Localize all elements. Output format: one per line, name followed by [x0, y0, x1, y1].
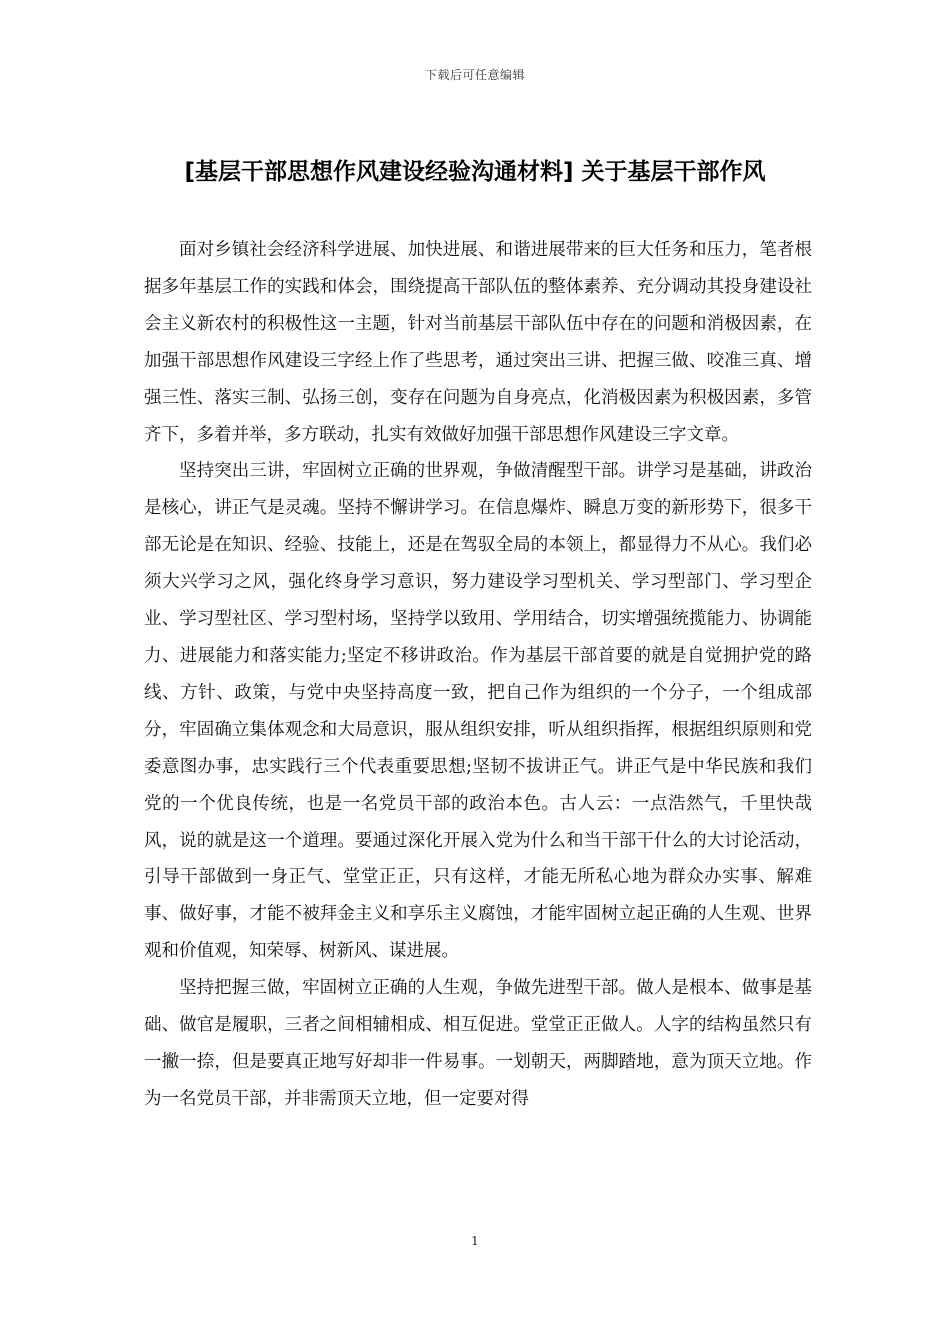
body-paragraph: 坚持把握三做，牢固树立正确的人生观，争做先进型干部。做人是根本、做事是基础、做官是履职，三者之间相辅相成、相互促进。堂堂正正做人。人字的结构虽然只有一撇一捺，但是要真正地写好却非一件易事。一划朝天，两脚踏地，意为顶天立地。作为一名党员干部，并非需顶天立地，但一定要对得 [144, 978, 812, 1109]
page-number: 1 [471, 1234, 479, 1248]
body-paragraph: 面对乡镇社会经济科学进展、加快进展、和谐进展带来的巨大任务和压力，笔者根据多年基层工作的实践和体会，围绕提高干部队伍的整体素养、充分调动其投身建设社会主义新农村的积极性这一主题，针对当前基层干部队伍中存在的问题和消极因素，在加强干部思想作风建设三字经上作了些思考，通过突出三讲、把握三做、咬准三真、增强三性、落实三制、弘扬三创，变存在问题为自身亮点，化消极因素为积极因素，多管齐下，多着并举，多方联动，扎实有效做好加强干部思想作风建设三字文章。 [144, 240, 812, 445]
document-body [144, 232, 812, 1118]
body-paragraph: 坚持突出三讲，牢固树立正确的世界观，争做清醒型干部。讲学习是基础，讲政治是核心，讲正气是灵魂。坚持不懈讲学习。在信息爆炸、瞬息万变的新形势下，很多干部无论是在知识、经验、技能上，还是在驾驭全局的本领上，都显得力不从心。我们必须大兴学习之风，强化终身学习意识，努力建设学习型机关、学习型部门、学习型企业、学习型社区、学习型村场，坚持学以致用、学用结合，切实增强统揽能力、协调能力、进展能力和落实能力;坚定不移讲政治。作为基层干部首要的就是自觉拥护党的路线、方针、政策，与党中央坚持高度一致，把自己作为组织的一个分子，一个组成部分，牢固确立集体观念和大局意识，服从组织安排，听从组织指挥，根据组织原则和党委意图办事，忠实践行三个代表重要思想;坚韧不拔讲正气。讲正气是中华民族和我们党的一个优良传统，也是一名党员干部的政治本色。古人云：一点浩然气，千里快哉风，说的就是这一个道理。要通过深化开展入党为什么和当干部干什么的大讨论活动，引导干部做到一身正气、堂堂正正，只有这样，才能无所私心地为群众办实事、解难事、做好事，才能不被拜金主义和享乐主义腐蚀，才能牢固树立起正确的人生观、世界观和价值观，知荣辱、树新风、谋进展。 [144, 461, 812, 962]
header-note: 下载后可任意编辑 [424, 68, 525, 82]
document-title: [基层干部思想作风建设经验沟通材料] 关于基层干部作风 [184, 159, 766, 185]
